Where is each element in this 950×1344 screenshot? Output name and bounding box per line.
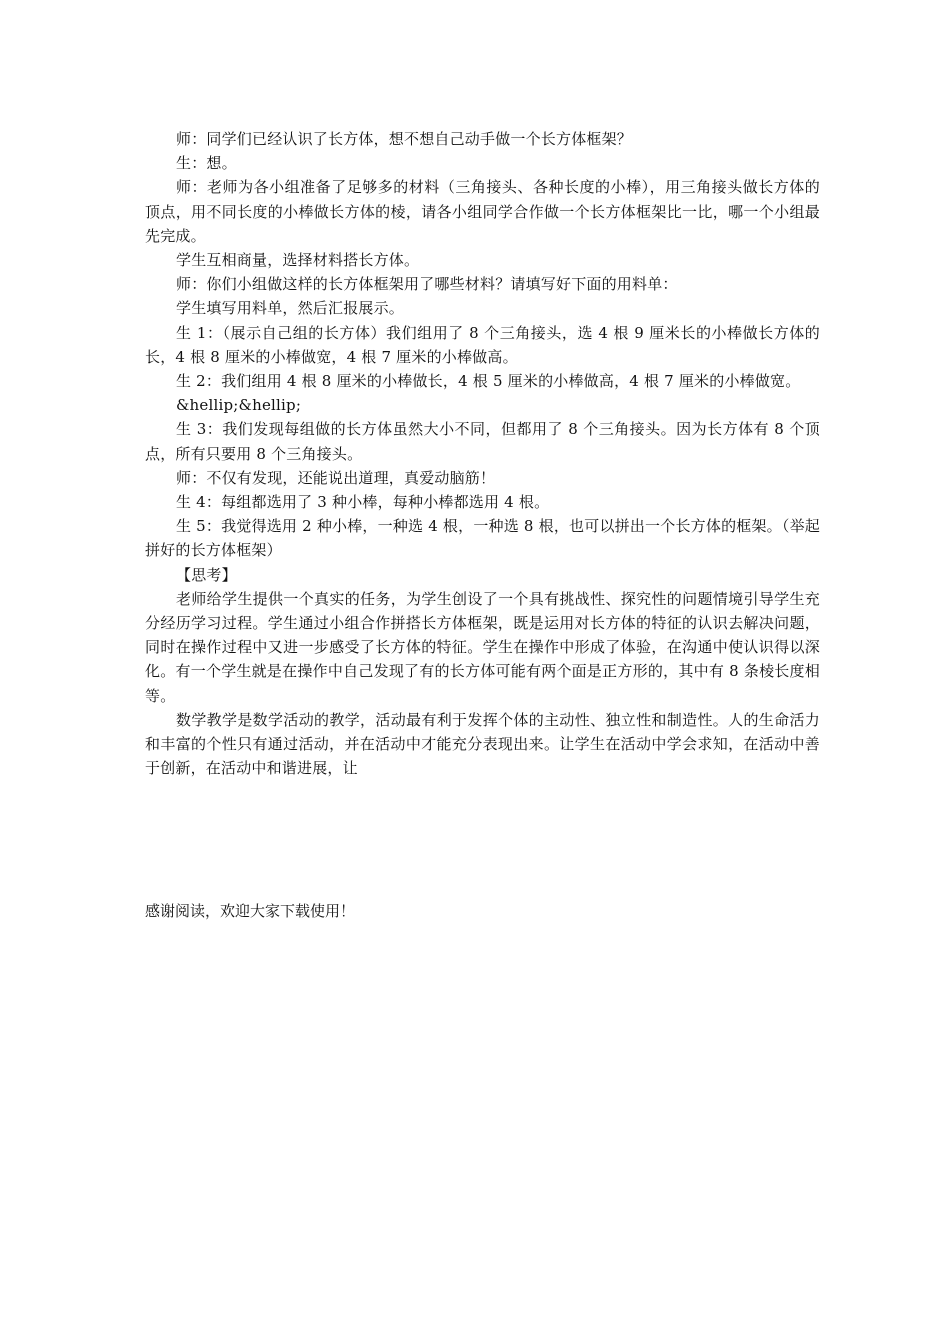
paragraph-teacher-materials-list: 师：你们小组做这样的长方体框架用了哪些材料？请填写好下面的用料单： [176, 275, 678, 294]
paragraph-ellipsis: &hellip;&hellip; [176, 396, 302, 415]
paragraph-reflection-2: 数学教学是数学活动的教学，活动最有利于发挥个体的主动性、独立性和制造性。人的生命活力和丰富的个性只有通过活动，并在活动中才能充分表现出来。让学生在活动中学会求知，在活动中善于创新，在活动中和谐进展，让 [145, 710, 820, 778]
paragraph-student-1: 生 1：（展示自己组的长方体）我们组用了 8 个三角接头，选 4 根 9 厘米长的小棒做长方体的长，4 根 8 厘米的小棒做宽，4 根 7 厘米的小棒做高。 [145, 323, 820, 366]
paragraph-reflection-1: 老师给学生提供一个真实的任务，为学生创设了一个具有挑战性、探究性的问题情境引导学生充分经历学习过程。学生通过小组合作拼搭长方体框架，既是运用对长方体的特征的认识去解决问题，同时在操作过程中又进一步感受了长方体的特征。学生在操作中形成了体验，在沟通中使认识得以深化。有一个学生就是在操作中自己发现了有的长方体可能有两个面是正方形的，其中有 8 条棱长度相等。 [145, 589, 820, 705]
paragraph-teacher-praise: 师：不仅有发现，还能说出道理，真爱动脑筋！ [176, 468, 496, 487]
paragraph-student-5: 生 5：我觉得选用 2 种小棒，一种选 4 根，一种选 8 根，也可以拼出一个长方体的框架。（举起拼好的长方体框架） [145, 517, 820, 560]
paragraph-student-2: 生 2：我们组用 4 根 8 厘米的小棒做长，4 根 5 厘米的小棒做高，4 根 7 厘米的小棒做宽。 [176, 372, 801, 391]
document-body [145, 127, 820, 780]
paragraph-students-discuss: 学生互相商量，选择材料搭长方体。 [176, 251, 420, 270]
closing-note: 感谢阅读，欢迎大家下载使用！ [145, 902, 356, 920]
section-heading-reflection: 【思考】 [176, 565, 237, 584]
paragraph-student-4: 生 4：每组都选用了 3 种小棒，每种小棒都选用 4 根。 [176, 493, 550, 512]
paragraph-teacher-question: 师：同学们已经认识了长方体，想不想自己动手做一个长方体框架？ [176, 130, 633, 148]
paragraph-students-fill-list: 学生填写用料单，然后汇报展示。 [176, 299, 405, 318]
paragraph-student-3: 生 3：我们发现每组做的长方体虽然大小不同，但都用了 8 个三角接头。因为长方体有 8 个顶点，所有只要用 8 个三角接头。 [145, 420, 820, 463]
paragraph-teacher-materials: 师：老师为各小组准备了足够多的材料（三角接头、各种长度的小棒），用三角接头做长方体的顶点，用不同长度的小棒做长方体的棱，请各小组同学合作做一个长方体框架比一比，哪一个小组最先完成。 [145, 178, 820, 245]
paragraph-student-answer: 生：想。 [176, 154, 237, 173]
